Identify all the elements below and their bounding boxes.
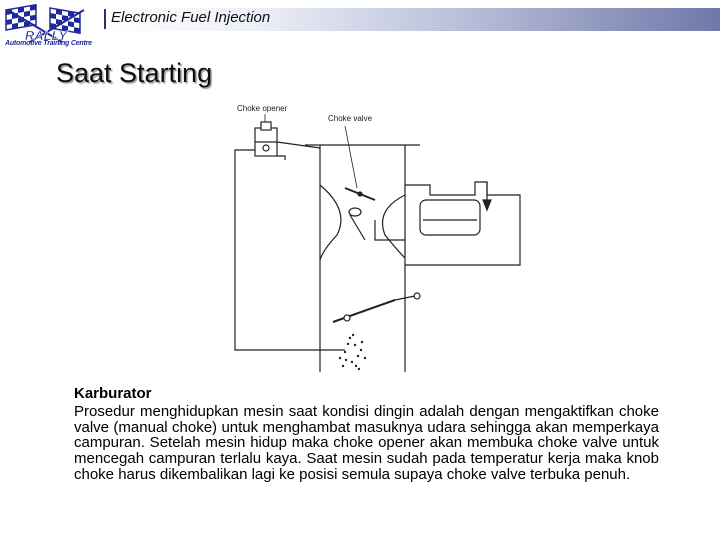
- choke-opener-label: Choke opener: [237, 104, 288, 113]
- carburetor-diagram: [225, 100, 535, 375]
- header-title: Electronic Fuel Injection: [111, 9, 271, 26]
- choke-valve-label: Choke valve: [328, 114, 373, 123]
- content-heading: Karburator: [74, 385, 152, 402]
- logo-brand: RALLY: [24, 28, 68, 43]
- content-body: Prosedur menghidupkan mesin saat kondisi dingin adalah dengan mengaktifkan choke valve (manual choke) untuk menghambat masuknya udara sehingga akan memperkaya campuran. Setelah mesin hidup maka choke opener akan membuka choke valve untuk mencegah campuran terlalu kaya. Saat mesin sudah pada temperatur kerja maka knob choke harus dikembalikan lagi ke posisi semula supaya choke valve terbuka penuh.: [74, 403, 659, 483]
- header-divider: [104, 9, 106, 29]
- logo-tagline: Automotive Training Centre: [5, 40, 92, 47]
- slide-title: Saat Starting: [56, 58, 213, 88]
- rally-logo: [2, 2, 92, 50]
